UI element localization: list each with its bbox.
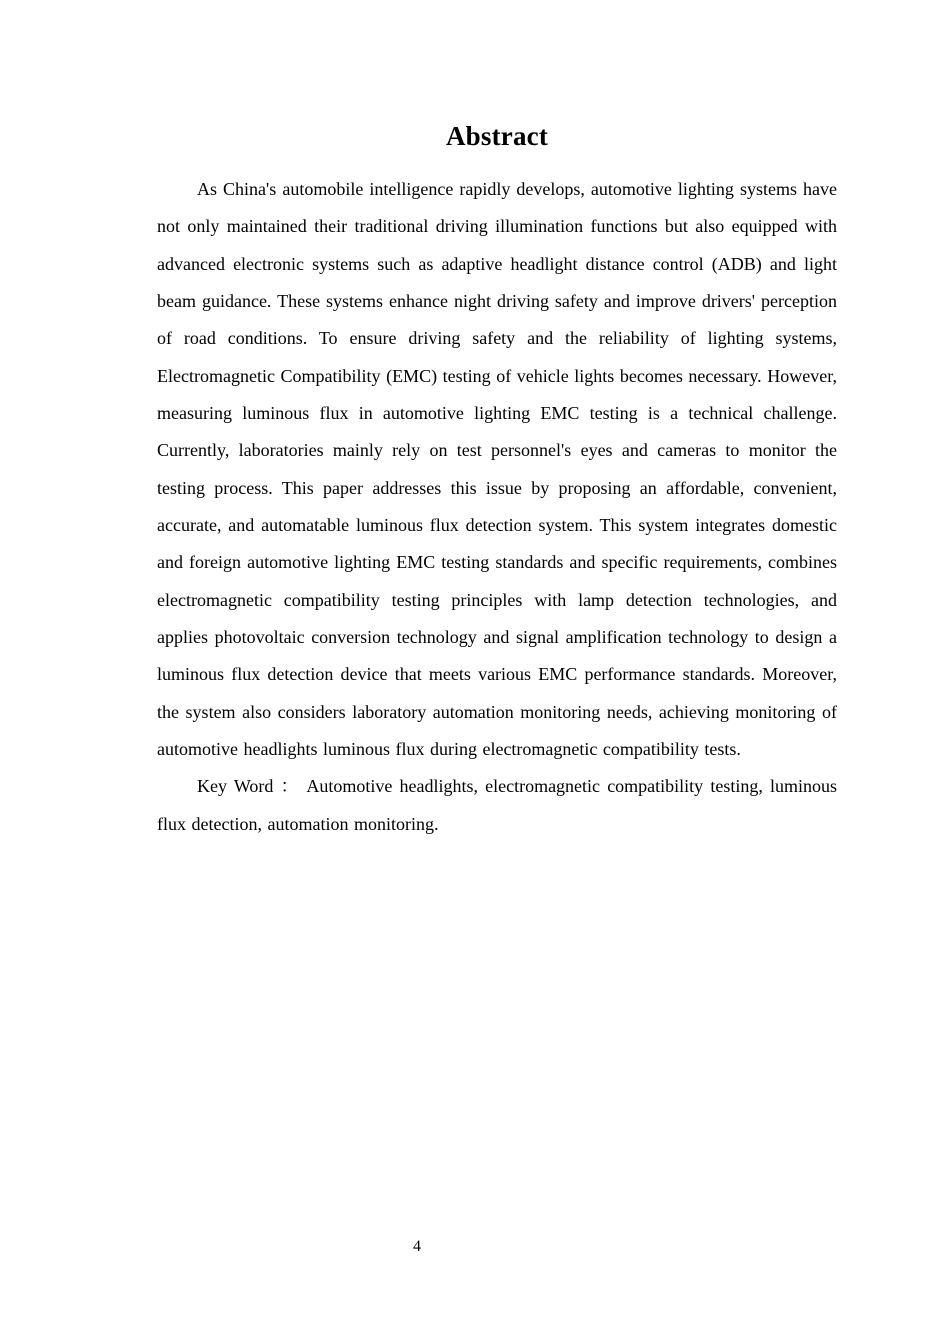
abstract-section	[157, 121, 837, 843]
keywords-paragraph: Key Word ： Automotive headlights, electromagnetic compatibility testing, luminous flux detection, automation monitoring.	[157, 776, 837, 834]
abstract-heading: Abstract	[445, 121, 549, 151]
page-number: 4	[413, 1238, 421, 1255]
abstract-body-paragraph: As China's automobile intelligence rapidly develops, automotive lighting systems have not only maintained their traditional driving illumination functions but also equipped with advanced electronic systems such as adaptive headlight distance control (ADB) and light beam guidance. These systems enhance night driving safety and improve drivers' perception of road conditions. To ensure driving safety and the reliability of lighting systems, Electromagnetic Compatibility (EMC) testing of vehicle lights becomes necessary. However, measuring luminous flux in automotive lighting EMC testing is a technical challenge. Currently, laboratories mainly rely on test personnel's eyes and cameras to monitor the testing process. This paper addresses this issue by proposing an affordable, convenient, accurate, and automatable luminous flux detection system. This system integrates domestic and foreign automotive lighting EMC testing standards and specific requirements, combines electromagnetic compatibility testing principles with lamp detection technologies, and applies photovoltaic conversion technology and signal amplification technology to design a luminous flux detection device that meets various EMC performance standards. Moreover, the system also considers laboratory automation monitoring needs, achieving monitoring of automotive headlights luminous flux during electromagnetic compatibility tests.	[157, 179, 837, 759]
